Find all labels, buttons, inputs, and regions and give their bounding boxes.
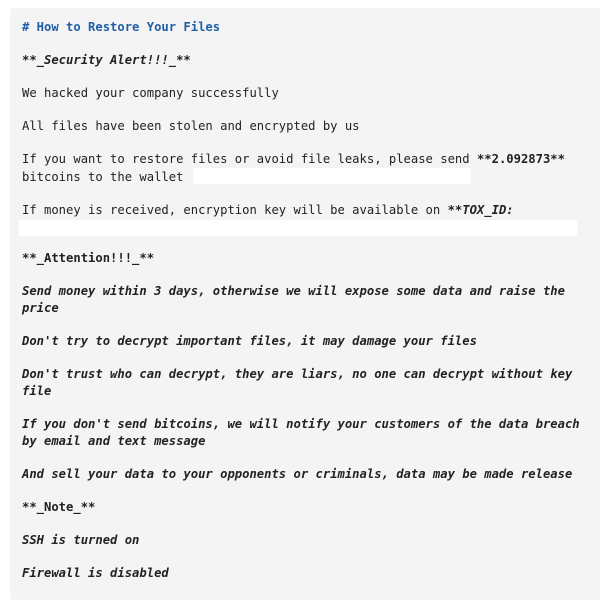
note-label-line: **_Note_** xyxy=(22,500,96,514)
restore-prefix: If you want to restore files or avoid file leaks, please send xyxy=(22,152,477,166)
ssh-line: SSH is turned on xyxy=(22,533,140,547)
redacted-wallet-address xyxy=(193,168,471,184)
restore-paragraph xyxy=(22,151,588,186)
attention-line: **_Attention!!!_** xyxy=(22,251,155,265)
bitcoin-amount: **2.092873** xyxy=(476,152,565,166)
notify-line: If you don't send bitcoins, we will notify your customers of the data breach by email and text message xyxy=(22,417,587,448)
restore-suffix: bitcoins to the wallet xyxy=(22,170,184,184)
dont-decrypt-line: Don't try to decrypt important files, it may damage your files xyxy=(22,334,477,348)
send-money-line: Send money within 3 days, otherwise we will expose some data and raise the price xyxy=(22,284,573,315)
sell-line: And sell your data to your opponents or criminals, data may be made release xyxy=(22,467,573,481)
note-heading: # How to Restore Your Files xyxy=(22,20,221,34)
tox-id-label: **TOX_ID: xyxy=(447,203,514,217)
firewall-line: Firewall is disabled xyxy=(22,566,169,580)
security-alert-line: **_Security Alert!!!_** xyxy=(22,53,191,67)
dont-trust-line: Don't trust who can decrypt, they are liars, no one can decrypt without key file xyxy=(22,367,580,398)
money-paragraph xyxy=(22,202,588,236)
hacked-line: We hacked your company successfully xyxy=(22,86,279,100)
ransom-note-panel xyxy=(10,8,600,600)
stolen-line: All files have been stolen and encrypted by us xyxy=(22,119,360,133)
redacted-tox-id xyxy=(19,220,577,236)
money-prefix: If money is received, encryption key will be available on xyxy=(22,203,448,217)
